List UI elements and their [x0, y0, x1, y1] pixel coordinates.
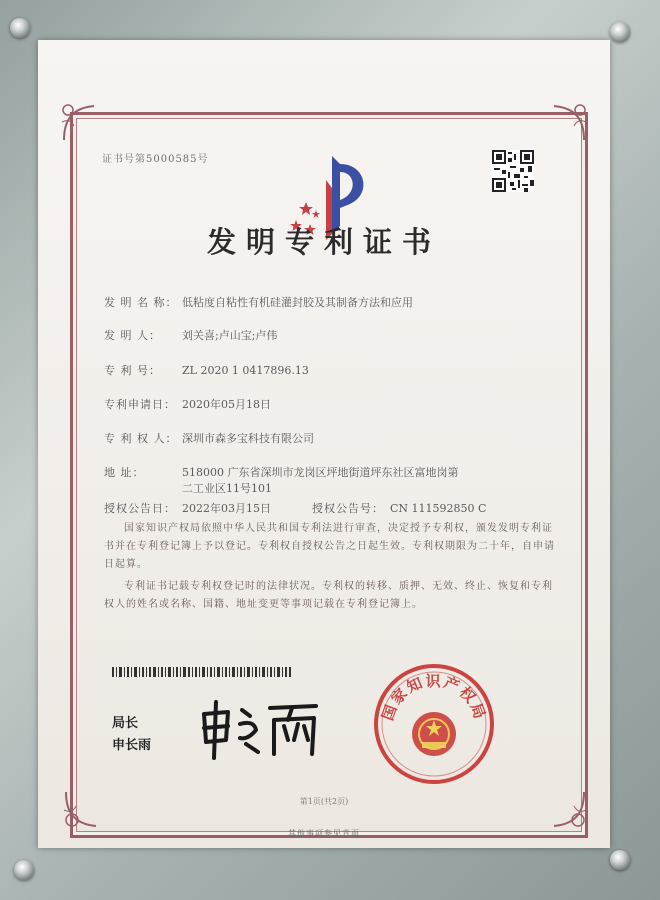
- field-row: [104, 327, 277, 343]
- director-name: 申长雨: [112, 738, 152, 753]
- field-row: [104, 464, 459, 480]
- certificate-title: 发明专利证书: [206, 225, 441, 259]
- field-row: [104, 294, 413, 310]
- top-left-screw: [10, 18, 30, 38]
- director-signature-icon: [198, 700, 328, 760]
- field-row: [104, 480, 272, 496]
- ornament-bottom-left-icon: [60, 786, 106, 832]
- bottom-right-screw: [610, 850, 630, 870]
- field-value: 518000 广东省深圳市龙岗区坪地街道坪东社区富地岗第: [182, 466, 459, 479]
- qr-code-icon: [492, 150, 534, 192]
- field-row: [104, 430, 314, 446]
- ornament-bottom-right-icon: [544, 786, 590, 832]
- grant-row: [104, 500, 486, 516]
- ornament-top-right-icon: [544, 100, 590, 146]
- field-value: 低粘度自粘性有机硅灌封胶及其制备方法和应用: [182, 296, 413, 309]
- field-value: 深圳市森多宝科技有限公司: [182, 432, 314, 445]
- footer-note: 其他事项参见背面: [288, 829, 360, 838]
- field-label: 专利申请日：: [104, 398, 176, 411]
- official-seal-icon: [372, 662, 496, 786]
- statement-paragraph: 国家知识产权局依照中华人民共和国专利法进行审查，决定授予专利权，颁发发明专利证书并在专利登记簿上予以登记。专利权自授权公告之日起生效。专利权期限为二十年，自申请日起算。: [104, 523, 555, 570]
- page-number: 第1页(共2页): [299, 797, 349, 806]
- field-value: 刘关喜;卢山宝;卢伟: [182, 329, 278, 342]
- field-label: 发 明 人：: [104, 329, 161, 342]
- grant-number-label: 授权公告号：: [312, 502, 384, 515]
- field-value: 二工业区11号101: [182, 482, 272, 495]
- bottom-left-screw: [14, 860, 34, 880]
- grant-date-value: 2022年03月15日: [182, 502, 271, 515]
- field-label: 发 明 名 称：: [104, 296, 178, 309]
- field-label: 专 利 权 人：: [104, 432, 178, 445]
- certificate-paper: [38, 40, 610, 848]
- ornament-top-left-icon: [58, 100, 104, 146]
- field-label: 地 址：: [104, 466, 145, 479]
- field-label: 专 利 号：: [104, 364, 161, 377]
- field-value: 2020年05月18日: [182, 398, 271, 411]
- seal-text: 国家知识产权局: [378, 672, 490, 723]
- grant-number-value: CN 111592850 C: [390, 502, 487, 515]
- barcode-icon: [112, 662, 292, 672]
- field-row: [104, 362, 309, 378]
- certificate-number: 证书号第5000585号: [102, 154, 209, 165]
- grant-date-label: 授权公告日：: [104, 502, 176, 515]
- field-row: [104, 396, 271, 412]
- field-value: ZL 2020 1 0417896.13: [182, 364, 309, 377]
- top-right-screw: [610, 22, 630, 42]
- statement-paragraph: 专利证书记载专利权登记时的法律状况。专利权的转移、质押、无效、终止、恢复和专利权人的姓名或名称、国籍、地址变更等事项记载在专利登记簿上。: [104, 581, 553, 610]
- director-title: 局长: [112, 716, 139, 731]
